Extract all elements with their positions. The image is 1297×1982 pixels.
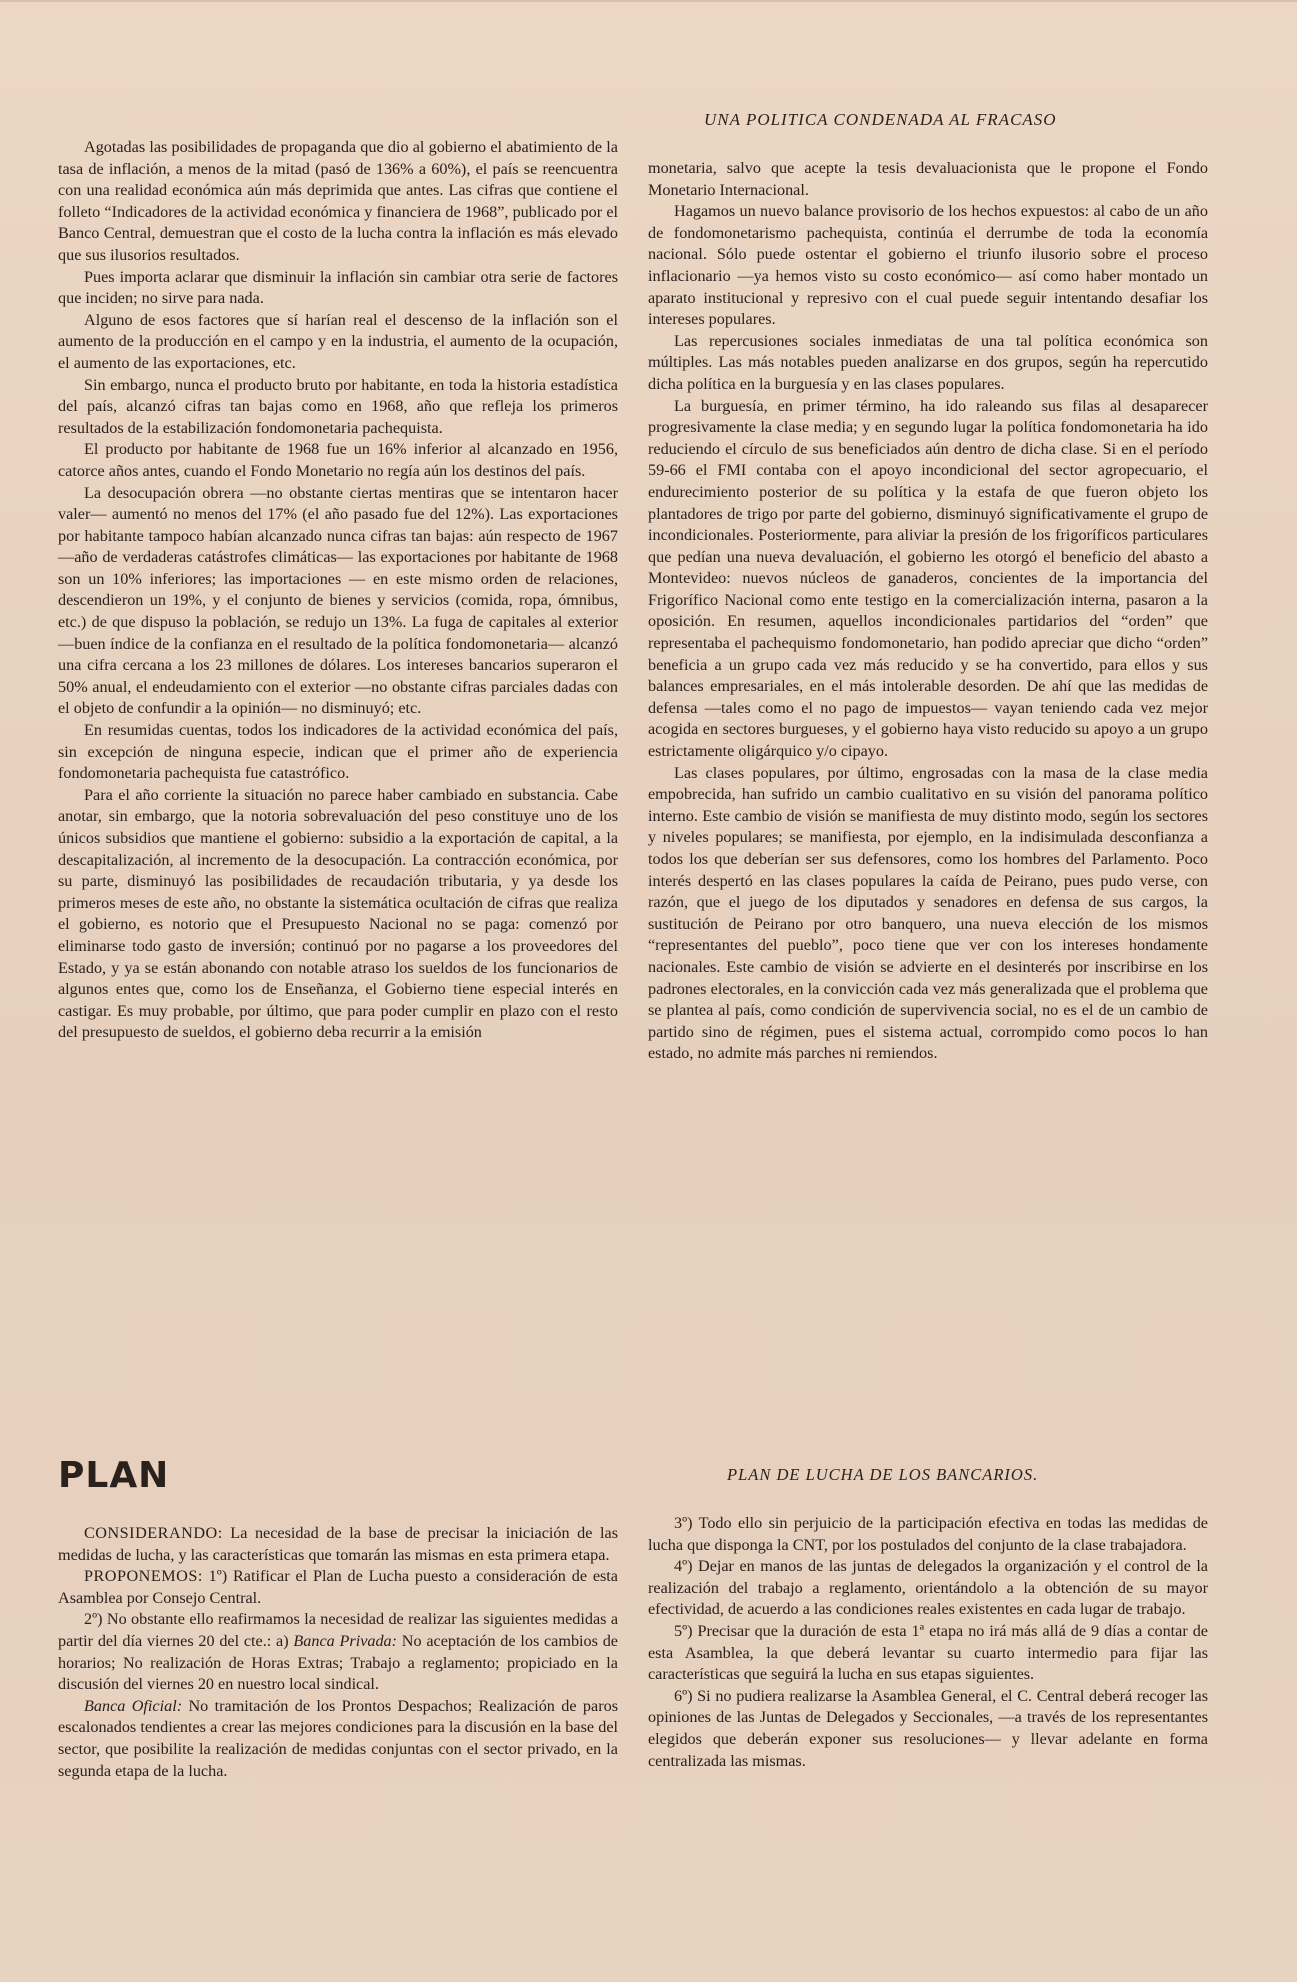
considerando-text: La necesidad de la base de precisar la iniciación de las medidas de lucha, y las características que tomarán las mismas en esta primera etapa. [58, 1524, 618, 1564]
plan-item: 4º) Dejar en manos de las juntas de delegados la organización y el control de la realización del trabajo a reglamento, orientándolo a la obtención de su mayor efectividad, de acuerdo a las condiciones reales existentes en cada lugar de trabajo. [648, 1557, 1208, 1619]
plan-item: 5º) Precisar que la duración de esta 1ª etapa no irá más allá de 9 días a contar de esta Asamblea, la que deberá levantar su cuarto intermedio para fijar las características que seguirá la lucha en sus etapas siguientes. [648, 1621, 1208, 1684]
paragraph: El producto por habitante de 1968 fue un 16% inferior al alcanzado en 1956, catorce años antes, cuando el Fondo Monetario no regía aún los destinos del país. [58, 440, 618, 480]
paragraph: Las repercusiones sociales inmediatas de una tal política económica son múltiples. Las más notables pueden analizarse en dos grupos, según ha repercutido dicha política en la burguesía y en las clases populares. [648, 331, 1208, 393]
proponemos-text: 1º) Ratificar el Plan de Lucha puesto a consideración de esta Asamblea por Consejo Central. [58, 1567, 618, 1607]
paragraph: La burguesía, en primer término, ha ido raleando sus filas al desaparecer progresivamente la clase media; y en segundo lugar la política fondomonetaria ha ido reduciendo el círculo de sus beneficiados aún dentro de dicha clase. Si en el período 59-66 el FMI contaba con el apoyo incondicional del sector agropecuario, el endurecimiento posterior de su política y la estafa de que fueron objeto los plantadores de trigo por parte del gobierno, disminuyó significativamente el grupo de incondicionales. Posteriormente, para aliviar la presión de los frigoríficos particulares que pedían una nueva devaluación, el gobierno les otorgó el beneficio del abasto a Montevideo: nuevos núcleos de ganaderos, concientes de la importancia del Frigorífico Nacional como ente testigo en la comercialización interna, pasaron a la oposición. En resumen, aquellos incondicionales partidarios del “orden” que representaba el pachequismo fondomonetario, han podido apreciar que dicho “orden” beneficia a un grupo cada vez más reducido y se ha convertido, para ellos y sus balances empresariales, en el más intolerable desorden. De ahí que las medidas de defensa —tales como el no pago de impuestos— vayan teniendo cada vez mejor acogida en sectores burgueses, y el gobierno haya visto reducido su apoyo a un grupo estrictamente oligárquico y/o cipayo. [648, 396, 1208, 761]
paragraph: Alguno de esos factores que sí harían real el descenso de la inflación son el aumento de la producción en el campo y en la industria, el aumento de la ocupación, el aumento de las exportaciones, etc. [58, 310, 618, 372]
banca-oficial-paragraph [58, 1696, 618, 1782]
plan-heading: PLAN [58, 1455, 170, 1496]
paragraph: Hagamos un nuevo balance provisorio de los hechos expuestos: al cabo de un año de fondomonetarismo pachequista, continúa el derrumbe de toda la economía nacional. Sólo puede ostentar el gobierno el triunfo ilusorio sobre el proceso inflacionario —ya hemos visto su costo económico— así como haber montado un aparato institucional y represivo con el cual puede seguir intentando desafiar los intereses populares. [648, 202, 1208, 329]
banca-oficial-text: No tramitación de los Prontos Despachos; Realización de paros escalonados tendientes a crear las mejores condiciones para la discusión en la base del sector, que posibilite la realización de medidas conjuntas con el sector privado, en la segunda etapa de la lucha. [58, 1696, 618, 1780]
article-column-right [648, 158, 1208, 1065]
paragraph: monetaria, salvo que acepte la tesis devaluacionista que le propone el Fondo Monetario Internacional. [648, 159, 1208, 199]
item-2-paragraph [58, 1609, 618, 1695]
paragraph: La desocupación obrera —no obstante ciertas mentiras que se intentaron hacer valer— aumentó no menos del 17% (el año pasado fue del 12%). Las exportaciones por habitante tampoco habían alcanzado nunca cifras tan bajas: aún respecto de 1967 —año de verdaderas catástrofes climáticas— las exportaciones por habitante de 1968 son un 10% inferiores; las importaciones — en este mismo orden de relaciones, descendieron un 19%, y el conjunto de bienes y servicios (comida, ropa, ómnibus, etc.) de que dispuso la población, se redujo un 13%. La fuga de capitales al exterior —buen índice de la confianza en el resultado de la política fondomonetaria— alcanzó una cifra cercana a los 23 millones de dólares. Los intereses bancarios superaron el 50% anual, el endeudamiento con el exterior —no obstante cifras parciales dadas con el objeto de confundir a la opinión— no disminuyó; etc. [58, 483, 618, 718]
paper-crease [0, 0, 1297, 2]
proponemos-paragraph [58, 1566, 618, 1609]
banca-oficial-label: Banca Oficial: [84, 1696, 183, 1715]
banca-privada-text: No aceptación de los cambios de horarios; No realización de Horas Extras; Trabajo a reglamento; propiciado en la discusión del viernes 20 en nuestro local sindical. [58, 1631, 618, 1694]
paragraph: Para el año corriente la situación no parece haber cambiado en substancia. Cabe anotar, sin embargo, que la notoria sobrevaluación del peso constituye uno de los únicos subsidios que mantiene el gobierno: subsidio a la exportación de capital, a la descapitalización, al incremento de la desocupación. La contracción económica, por su parte, disminuyó las posibilidades de recaudación tributaria, y ya desde los primeros meses de este año, no obstante la sistemática ocultación de cifras que realiza el gobierno, es notorio que el Presupuesto Nacional no se paga: comenzó por eliminarse todo gasto de inversión; continuó por no pagarse a los proveedores del Estado, y ya se están abonando con notable atraso los sueldos de los funcionarios de algunos entes que, como los de Enseñanza, el Gobierno tiene especial interés en castigar. Es muy probable, por último, que para poder cumplir en plazo con el resto del presupuesto de sueldos, el gobierno deba recurrir a la emisión [58, 785, 618, 1042]
plan-item: 3º) Todo ello sin perjuicio de la participación efectiva en todas las medidas de lucha que disponga la CNT, por los postulados del conjunto de la clase trabajadora. [648, 1514, 1208, 1554]
paragraph: Las clases populares, por último, engrosadas con la masa de la clase media empobrecida, han sufrido un cambio cualitativo en su visión del panorama político interno. Este cambio de visión se manifiesta de muy distinto modo, según los sectores y niveles populares; se manifiesta, por ejemplo, en la indisimulada desconfianza a todos los que deberían ser sus defensores, como los hombres del Parlamento. Poco interés despertó en las clases populares la caída de Peirano, pues pudo verse, con razón, que el juego de los diputados y senadores en defensa de sus cargos, la sustitución de Peirano por otro banquero, una nueva elección de los mismos “representantes del pueblo”, poco tiene que ver con los intereses hondamente nacionales. Este cambio de visión se advierte en el desinterés por inscribirse en los padrones electorales, en la convicción cada vez más generalizada que el problema que se plantea al país, como condición de supervivencia social, no es el de un cambio de partido sino de régimen, pues el sistema actual, corrompido como pocos lo han estado, no admite más parches ni remiendos. [648, 763, 1208, 1063]
plan-column-left [58, 1523, 618, 1782]
plan-subheading: PLAN DE LUCHA DE LOS BANCARIOS. [727, 1465, 1039, 1484]
proponemos-lead: PROPONEMOS: [84, 1567, 203, 1586]
article-column-left [58, 137, 618, 1044]
plan-column-right [648, 1513, 1208, 1772]
paragraph: Pues importa aclarar que disminuir la inflación sin cambiar otra serie de factores que inciden; no sirve para nada. [58, 267, 618, 308]
paragraph: Sin embargo, nunca el producto bruto por habitante, en toda la historia estadística del país, alcanzó cifras tan bajas como en 1968, año que refleja los primeros resultados de la estabilización fondomonetaria pachequista. [58, 375, 618, 437]
plan-item: 6º) Si no pudiera realizarse la Asamblea General, el C. Central deberá recoger las opiniones de las Juntas de Delegados y Seccionales, —a través de los representantes elegidos que deberán exponer sus resoluciones— y llevar adelante en forma centralizada las mismas. [648, 1686, 1208, 1770]
item-2-text: 2º) No obstante ello reafirmamos la necesidad de realizar las siguientes medidas a partir del día viernes 20 del cte.: a) [58, 1610, 618, 1650]
considerando-paragraph [58, 1523, 618, 1566]
banca-privada-label: Banca Privada: [293, 1631, 398, 1650]
paragraph: En resumidas cuentas, todos los indicadores de la actividad económica del país, sin excepción de ninguna especie, indican que el primer año de experiencia fondomonetaria pachequista fue catastrófico. [58, 721, 618, 783]
running-head: UNA POLITICA CONDENADA AL FRACASO [704, 110, 1057, 129]
considerando-lead: CONSIDERANDO: [84, 1524, 223, 1542]
paragraph: Agotadas las posibilidades de propaganda que dio al gobierno el abatimiento de la tasa de inflación, a menos de la mitad (pasó de 136% a 60%), el país se reencuentra con una realidad económica aún más deprimida que antes. Las cifras que contiene el folleto “Indicadores de la actividad económica y financiera de 1968”, publicado por el Banco Central, demuestran que el costo de la lucha contra la inflación es más elevado que sus ilusorios resultados. [58, 138, 618, 264]
